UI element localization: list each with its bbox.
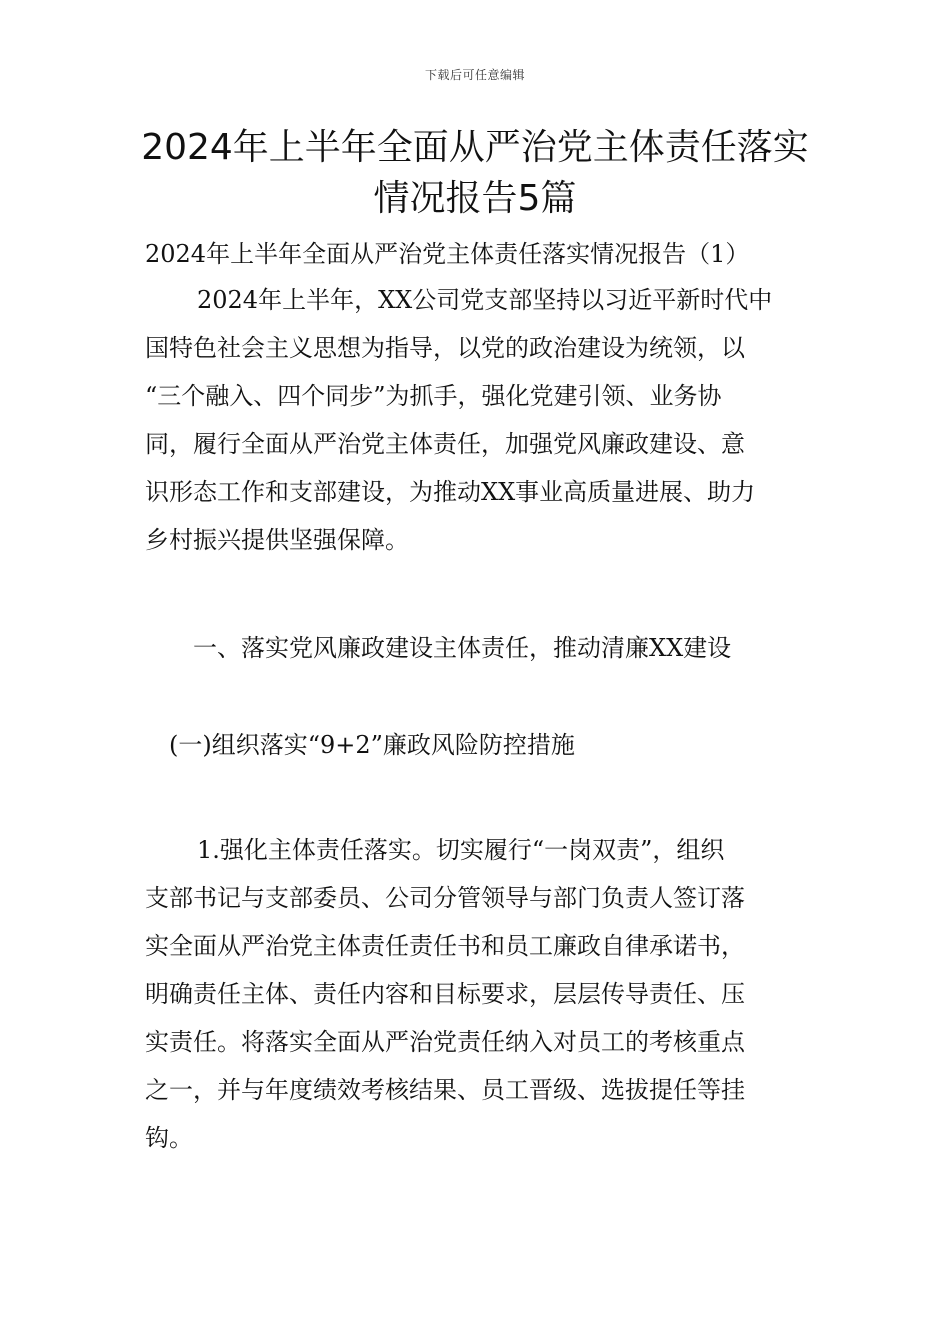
paragraph-line: 乡村振兴提供坚强保障。	[145, 526, 409, 554]
report-subtitle: 2024年上半年全面从严治党主体责任落实情况报告（1）	[145, 240, 750, 268]
title-line-1: 2024年上半年全面从严治党主体责任落实	[141, 127, 809, 168]
document-title	[110, 122, 840, 224]
subsection-heading: (一)组织落实“9+2”廉政风险防控措施	[169, 731, 575, 759]
paragraph-intro	[145, 276, 810, 564]
paragraph-line: 明确责任主体、责任内容和目标要求，层层传导责任、压	[145, 980, 745, 1008]
paragraph-line: 1.强化主体责任落实。切实履行“一岗双责”，组织	[197, 836, 725, 864]
paragraph-line: 国特色社会主义思想为指导，以党的政治建设为统领，以	[145, 334, 745, 362]
title-line-2: 情况报告5篇	[373, 178, 577, 219]
paragraph-line: 2024年上半年，XX公司党支部坚持以习近平新时代中	[197, 286, 773, 314]
paragraph-line: 钩。	[145, 1124, 193, 1152]
paragraph-line: 识形态工作和支部建设，为推动XX事业高质量进展、助力	[145, 478, 756, 506]
paragraph-line: “三个融入、四个同步”为抓手，强化党建引领、业务协	[145, 382, 722, 410]
paragraph-line: 之一，并与年度绩效考核结果、员工晋级、选拔提任等挂	[145, 1076, 745, 1104]
paragraph-line: 同，履行全面从严治党主体责任，加强党风廉政建设、意	[145, 430, 745, 458]
paragraph-responsibility	[145, 826, 810, 1162]
section-heading: 一、落实党风廉政建设主体责任，推动清廉XX建设	[193, 634, 732, 662]
paragraph-line: 实责任。将落实全面从严治党责任纳入对员工的考核重点	[145, 1028, 745, 1056]
paragraph-line: 实全面从严治党主体责任责任书和员工廉政自律承诺书，	[145, 932, 745, 960]
header-note: 下载后可任意编辑	[424, 68, 525, 82]
paragraph-line: 支部书记与支部委员、公司分管领导与部门负责人签订落	[145, 884, 745, 912]
